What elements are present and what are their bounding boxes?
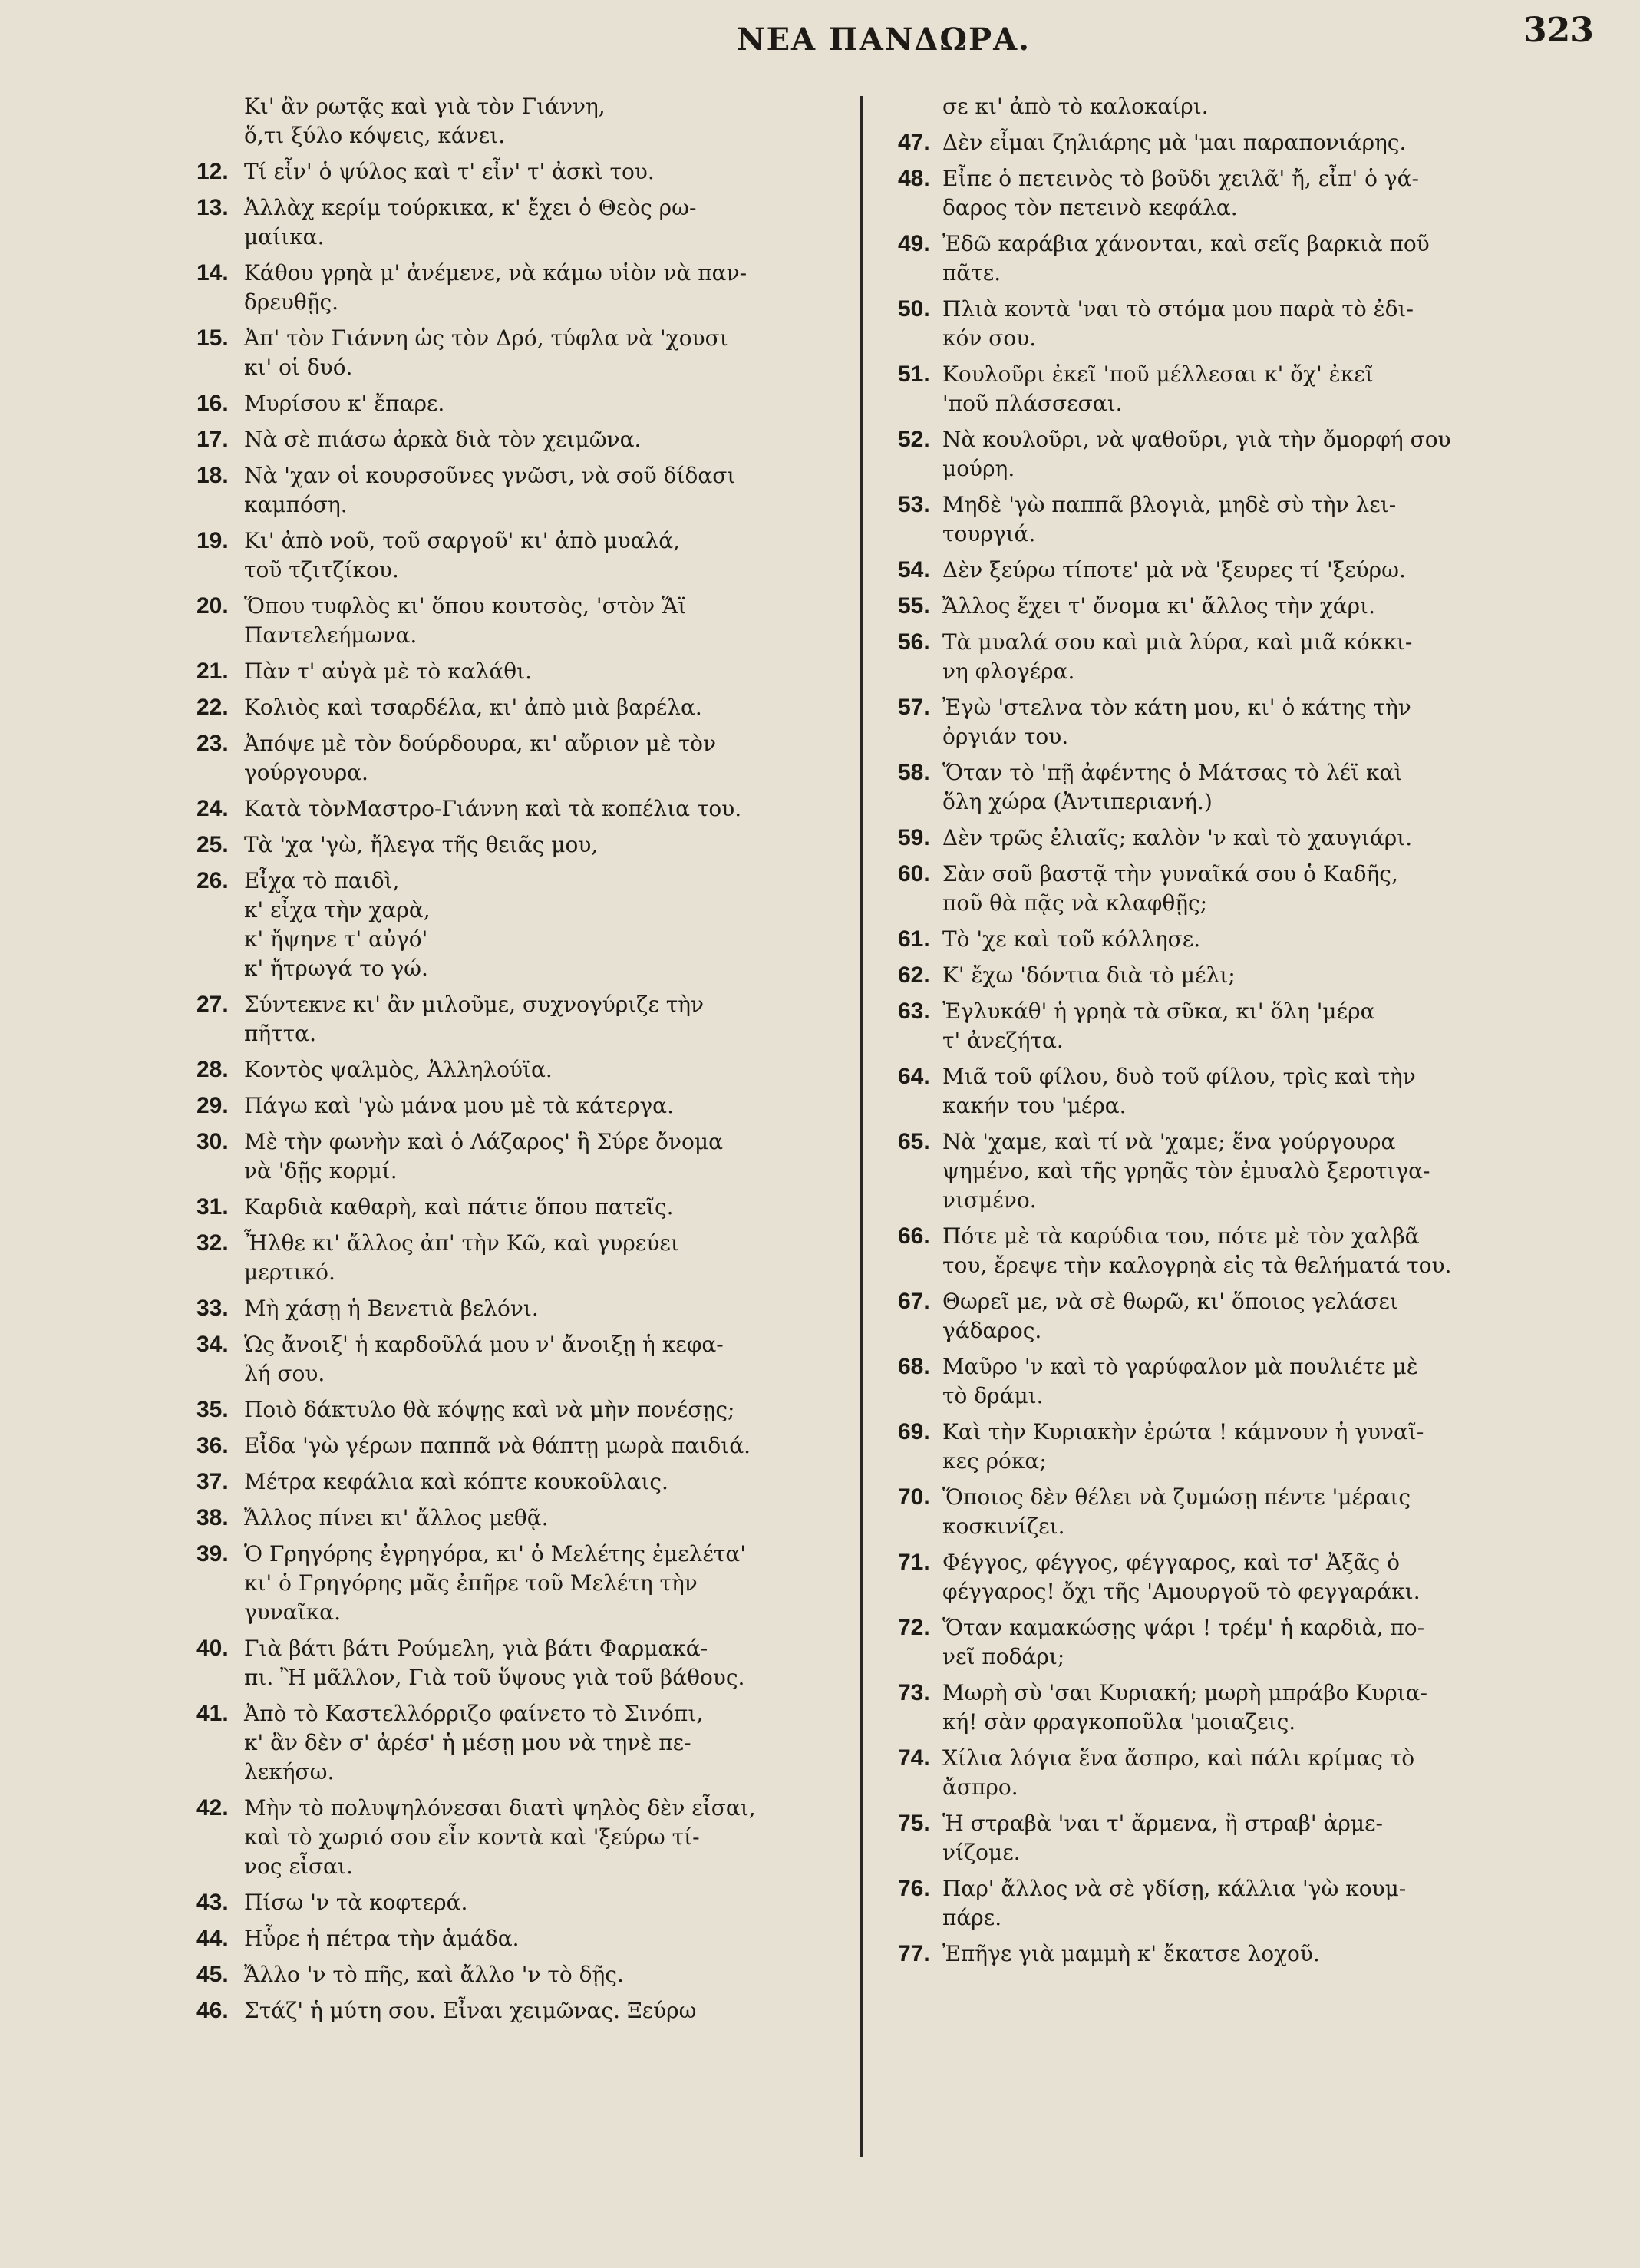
proverb-number: 31. [196, 1194, 229, 1220]
proverb-line: Ἀλλὰχ κερίμ τούρκικα, κ' ἔχει ὁ Θεὸς ρω- [244, 195, 697, 220]
proverb-line: Ἐπῆγε γιὰ μαμμὴ κ' ἔκατσε λοχοῦ. [942, 1941, 1320, 1966]
proverb-entry [896, 229, 1547, 288]
proverb-entry [198, 794, 860, 824]
proverb-line: Ὅταν καμακώσῃς ψάρι ! τρέμ' ἡ καρδιὰ, πο- [942, 1615, 1425, 1640]
proverb-line: Μαῦρο 'ν καὶ τὸ γαρύφαλον μὰ πουλιέτε μὲ [942, 1354, 1418, 1379]
proverb-entry [198, 1960, 860, 1989]
proverb-line: Σὰν σοῦ βαστᾷ τὴν γυναῖκά σου ὁ Καδῆς, [942, 861, 1398, 886]
proverb-number: 22. [196, 695, 229, 720]
proverb-entry [198, 1467, 860, 1497]
proverb-number: 16. [196, 391, 229, 416]
proverb-entry [198, 324, 860, 382]
proverb-entry [896, 490, 1547, 549]
proverb-line: Νὰ 'χαμε, καὶ τί νὰ 'χαμε; ἕνα γούργουρα [942, 1129, 1396, 1154]
proverb-entry [198, 592, 860, 650]
proverb-line: Δὲν ξεύρω τίποτε' μὰ νὰ 'ξευρες τί 'ξεύρω. [942, 557, 1406, 583]
proverb-number: 32. [196, 1230, 229, 1256]
proverb-line: ψημένο, καὶ τῆς γρηᾶς τὸν ἐμυαλὸ ξεροτιγα- [942, 1158, 1430, 1184]
proverb-number: 67. [898, 1289, 930, 1314]
proverb-line: Ὅπου τυφλὸς κι' ὅπου κουτσὸς, 'στὸν Ἅϊ [244, 593, 687, 619]
proverb-line: Κοντὸς ψαλμὸς, Ἀλληλούϊα. [244, 1057, 553, 1082]
proverb-line: μερτικό. [244, 1259, 335, 1285]
proverb-line: Ὅταν τὸ 'πῇ ἀφέντης ὁ Μάτσας τὸ λέϊ καὶ [942, 760, 1403, 785]
proverb-entry [198, 1634, 860, 1692]
proverb-number: 63. [898, 999, 930, 1024]
proverb-line: Γιὰ βάτι βάτι Ρούμελη, γιὰ βάτι Φαρμακά- [244, 1636, 708, 1661]
proverb-line: κ' εἶχα τὴν χαρὰ, [244, 897, 431, 923]
proverb-line: κες ρόκα; [942, 1448, 1047, 1474]
proverb-number: 72. [898, 1615, 930, 1640]
proverb-entry [198, 729, 860, 787]
proverb-number: 44. [196, 1926, 229, 1951]
proverb-entry [198, 1794, 860, 1881]
running-head-title: ΝΕΑ ΠΑΝΔΩΡΑ. [737, 21, 1031, 58]
proverb-line: Ἡ στραβὰ 'ναι τ' ἄρμενα, ἢ στραβ' ἀρμε- [942, 1811, 1384, 1836]
proverb-entry [896, 1940, 1547, 1969]
proverb-number: 38. [196, 1505, 229, 1530]
proverb-line: νισμένο. [942, 1187, 1037, 1213]
proverb-entry [896, 758, 1547, 817]
proverb-line: Μηδὲ 'γὼ παππᾶ βλογιὰ, μηδὲ σὺ τὴν λει- [942, 492, 1397, 517]
proverb-line: μούρη. [942, 456, 1015, 481]
proverb-line: Ἄλλος ἔχει τ' ὄνομα κι' ἄλλος τὴν χάρι. [942, 593, 1376, 619]
proverb-line: Κι' ἂν ρωτᾷς καὶ γιὰ τὸν Γιάννη, [244, 94, 606, 119]
proverb-line: Στάζ' ἡ μύτη σου. Εἶναι χειμῶνας. Ξεύρω [244, 1998, 697, 2023]
proverb-number: 75. [898, 1811, 930, 1836]
proverb-number: 30. [196, 1129, 229, 1154]
proverb-number: 55. [898, 593, 930, 619]
proverb-line: Κ' ἔχω 'δόντια διὰ τὸ μέλι; [942, 962, 1236, 988]
proverb-number: 35. [196, 1397, 229, 1422]
proverb-line: Τὰ μυαλά σου καὶ μιὰ λύρα, καὶ μιᾶ κόκκι- [942, 629, 1413, 655]
proverb-line: Χίλια λόγια ἕνα ἄσπρο, καὶ πάλι κρίμας τὸ [942, 1745, 1415, 1771]
proverb-line: Ἄλλο 'ν τὸ πῆς, καὶ ἄλλο 'ν τὸ δῇς. [244, 1962, 624, 1987]
proverb-number: 42. [196, 1795, 229, 1821]
proverb-line: 'ποῦ πλάσσεσαι. [942, 391, 1123, 416]
proverb-entry [198, 193, 860, 252]
proverb-entry [198, 1540, 860, 1627]
proverb-number: 37. [196, 1469, 229, 1494]
proverb-entry [896, 295, 1547, 353]
proverb-entry [198, 1888, 860, 1917]
proverb-number: 41. [196, 1701, 229, 1726]
proverb-entry [198, 1229, 860, 1287]
proverb-line: ὅ,τι ξύλο κόψεις, κάνει. [244, 123, 506, 148]
proverb-line: κ' ἂν δὲν σ' ἀρέσ' ἡ μέσῃ μου νὰ τηνὲ πε- [244, 1730, 691, 1755]
proverb-entry [896, 1483, 1547, 1541]
proverb-entry [896, 128, 1547, 157]
proverb-number: 45. [196, 1962, 229, 1987]
proverb-line: νὰ 'δῇς κορμί. [244, 1158, 398, 1184]
proverb-entry [896, 860, 1547, 918]
proverb-number: 56. [898, 629, 930, 655]
proverb-entry [198, 693, 860, 722]
proverb-entry [896, 556, 1547, 585]
proverb-entry [198, 259, 860, 317]
proverb-line: Δὲν εἶμαι ζηλιάρης μὰ 'μαι παραπονιάρης. [942, 130, 1407, 155]
proverb-line: νεῖ ποδάρι; [942, 1644, 1065, 1669]
proverb-entry [896, 164, 1547, 223]
proverb-number: 34. [196, 1332, 229, 1357]
proverb-entry [198, 92, 860, 150]
proverb-entry [896, 1418, 1547, 1476]
proverb-line: Ποιὸ δάκτυλο θὰ κόψῃς καὶ νὰ μὴν πονέσῃς; [244, 1397, 735, 1422]
proverb-entry [896, 628, 1547, 686]
proverb-entry [198, 425, 860, 454]
proverb-line: Ἀπὸ τὸ Καστελλόρριζο φαίνετο τὸ Σινόπι, [244, 1701, 704, 1726]
proverb-line: γάδαρος. [942, 1318, 1042, 1343]
proverb-entry [896, 961, 1547, 990]
proverb-line: Τὰ 'χα 'γὼ, ἤλεγα τῆς θειᾶς μου, [244, 832, 599, 857]
proverb-number: 12. [196, 159, 229, 184]
proverb-line: Μιᾶ τοῦ φίλου, δυὸ τοῦ φίλου, τρὶς καὶ τὴν [942, 1064, 1416, 1089]
proverb-number: 24. [196, 796, 229, 821]
proverb-line: Κάθου γρηὰ μ' ἀνέμενε, νὰ κάμω υἱὸν νὰ παν- [244, 260, 747, 286]
proverb-entry [198, 1431, 860, 1461]
proverb-number: 68. [898, 1354, 930, 1379]
proverb-entry [198, 830, 860, 860]
proverb-entry [896, 592, 1547, 621]
proverb-line: τουργιά. [942, 521, 1036, 546]
proverb-line: τ' ἀνεζήτα. [942, 1028, 1064, 1053]
proverb-number: 48. [898, 166, 930, 191]
column-divider [860, 96, 863, 2157]
proverb-line: Σύντεκνε κι' ἂν μιλοῦμε, συχνογύριζε τὴν [244, 992, 705, 1017]
proverb-line: πᾶτε. [942, 260, 1001, 286]
proverb-number: 46. [196, 1998, 229, 2023]
proverb-line: κή! σὰν φραγκοποῦλα 'μοιαζεις. [942, 1709, 1296, 1735]
proverb-line: Κατὰ τὸνΜαστρο-Γιάννη καὶ τὰ κοπέλια του. [244, 796, 742, 821]
proverb-line: του, ἔρεψε τὴν καλογρηὰ εἰς τὰ θελήματά του. [942, 1253, 1452, 1278]
proverb-line: κόν σου. [942, 325, 1037, 351]
proverb-entry [896, 425, 1547, 484]
proverb-line: Δὲν τρῶς ἐλιαῖς; καλὸν 'ν καὶ τὸ χαυγιάρι. [942, 825, 1413, 850]
proverb-entry [896, 1679, 1547, 1737]
proverb-line: Πάγω καὶ 'γὼ μάνα μου μὲ τὰ κάτεργα. [244, 1093, 674, 1118]
proverb-number: 36. [196, 1433, 229, 1458]
proverb-line: κι' ὁ Γρηγόρης μᾶς ἐπῆρε τοῦ Μελέτη τὴν [244, 1570, 698, 1596]
proverb-number: 50. [898, 296, 930, 322]
proverb-number: 26. [196, 868, 229, 893]
proverb-entry [896, 997, 1547, 1055]
proverb-line: τὸ δράμι. [942, 1383, 1044, 1408]
proverb-entry [896, 1613, 1547, 1672]
proverb-number: 19. [196, 528, 229, 553]
proverb-number: 29. [196, 1093, 229, 1118]
proverb-line: Εἶχα τὸ παιδὶ, [244, 868, 400, 893]
proverb-line: Ἐγὼ 'στελνα τὸν κάτη μου, κι' ὁ κάτης τὴν [942, 695, 1411, 720]
proverb-number: 49. [898, 231, 930, 256]
proverb-line: νίζομε. [942, 1840, 1021, 1865]
proverb-number: 15. [196, 325, 229, 351]
proverb-entry [896, 824, 1547, 853]
proverb-number: 70. [898, 1484, 930, 1510]
proverb-number: 14. [196, 260, 229, 286]
proverb-line: λή σου. [244, 1361, 325, 1386]
proverb-line: Νὰ 'χαν οἱ κουρσοῦνες γνῶσι, νὰ σοῦ δίδασι [244, 463, 736, 488]
proverb-entry [198, 1055, 860, 1084]
proverb-line: ὅλη χώρα (Ἀντιπεριανή.) [942, 789, 1213, 814]
proverb-entry [198, 527, 860, 585]
proverb-line: Ἄλλος πίνει κι' ἄλλος μεθᾷ. [244, 1505, 549, 1530]
proverb-number: 53. [898, 492, 930, 517]
proverb-line: νος εἶσαι. [244, 1854, 353, 1879]
proverb-line: φέγγαρος! ὄχι τῆς 'Αμουργοῦ τὸ φεγγαράκι. [942, 1579, 1421, 1604]
proverb-number: 39. [196, 1541, 229, 1566]
proverb-line: Πλιὰ κοντὰ 'ναι τὸ στόμα μου παρὰ τὸ ἐδι- [942, 296, 1414, 322]
left-column [198, 92, 860, 2032]
proverb-entry [198, 1395, 860, 1425]
page-number: 323 [1523, 11, 1594, 50]
proverb-line: δρευθῇς. [244, 289, 339, 315]
proverb-line: Μυρίσου κ' ἔπαρε. [244, 391, 445, 416]
proverb-line: Κουλοῦρι ἐκεῖ 'ποῦ μέλλεσαι κ' ὄχ' ἐκεῖ [942, 361, 1374, 387]
proverb-number: 17. [196, 427, 229, 452]
proverb-entry [198, 461, 860, 520]
proverb-number: 13. [196, 195, 229, 220]
proverb-line: πάρε. [942, 1905, 1002, 1930]
proverb-entry [198, 1924, 860, 1953]
proverb-entry [198, 657, 860, 686]
proverb-number: 18. [196, 463, 229, 488]
proverb-entry [896, 360, 1547, 418]
proverb-entry [198, 990, 860, 1048]
proverb-number: 47. [898, 130, 930, 155]
proverb-entry [896, 1548, 1547, 1606]
proverb-number: 28. [196, 1057, 229, 1082]
proverb-line: Ἐγλυκάθ' ἡ γρηὰ τὰ σῦκα, κι' ὅλη 'μέρα [942, 999, 1375, 1024]
proverb-entry [198, 1193, 860, 1222]
proverb-line: Εἶδα 'γὼ γέρων παππᾶ νὰ θάπτῃ μωρὰ παιδιά. [244, 1433, 751, 1458]
proverb-number: 71. [898, 1550, 930, 1575]
proverb-line: Κι' ἀπὸ νοῦ, τοῦ σαργοῦ' κι' ἀπὸ μυαλά, [244, 528, 681, 553]
proverb-line: Εἶπε ὁ πετεινὸς τὸ βοῦδι χειλᾶ' ἤ, εἶπ' ὁ γά- [942, 166, 1420, 191]
proverb-line: Τὸ 'χε καὶ τοῦ κόλλησε. [942, 926, 1201, 952]
proverb-line: Παντελεήμωνα. [244, 622, 417, 648]
proverb-number: 60. [898, 861, 930, 886]
proverb-number: 52. [898, 427, 930, 452]
proverb-entry [198, 1504, 860, 1533]
proverb-line: Φέγγος, φέγγος, φέγγαρος, καὶ τσ' Ἀξᾶς ὁ [942, 1550, 1400, 1575]
proverb-entry [198, 1699, 860, 1787]
proverb-number: 21. [196, 659, 229, 684]
proverb-line: Ὅποιος δὲν θέλει νὰ ζυμώσῃ πέντε 'μέραις [942, 1484, 1411, 1510]
proverb-line: μαίικα. [244, 224, 325, 249]
proverb-entry [896, 1809, 1547, 1867]
proverb-number: 58. [898, 760, 930, 785]
proverb-entry [198, 1330, 860, 1388]
proverb-number: 20. [196, 593, 229, 619]
proverb-entry [896, 925, 1547, 954]
proverb-entry [198, 1996, 860, 2025]
proverb-number: 69. [898, 1419, 930, 1444]
proverb-line: πῆττα. [244, 1021, 316, 1046]
proverb-line: καμπόση. [244, 492, 348, 517]
proverb-entry [896, 1127, 1547, 1215]
proverb-number: 76. [898, 1876, 930, 1901]
proverb-line: Μὴν τὸ πολυψηλόνεσαι διατὶ ψηλὸς δὲν εἶσαι, [244, 1795, 756, 1821]
proverb-line: λεκήσω. [244, 1759, 335, 1784]
proverb-number: 54. [898, 557, 930, 583]
proverb-line: γυναῖκα. [244, 1599, 341, 1625]
proverb-line: Πὰν τ' αὐγὰ μὲ τὸ καλάθι. [244, 659, 532, 684]
proverb-line: ποῦ θὰ πᾷς νὰ κλαφθῇς; [942, 890, 1208, 916]
proverb-line: γούργουρα. [244, 760, 368, 785]
proverb-number: 73. [898, 1680, 930, 1705]
proverb-entry [896, 693, 1547, 751]
proverb-entry [198, 389, 860, 418]
proverb-line: τοῦ τζιτζίκου. [244, 557, 399, 583]
proverb-number: 65. [898, 1129, 930, 1154]
proverb-line: κ' ἤψηνε τ' αὐγό' [244, 926, 428, 952]
proverb-number: 64. [898, 1064, 930, 1089]
proverb-line: Καὶ τὴν Κυριακὴν ἐρώτα ! κάμνουν ἡ γυναῖ- [942, 1419, 1424, 1444]
proverb-number: 23. [196, 731, 229, 756]
proverb-line: Θωρεῖ με, νὰ σὲ θωρῶ, κι' ὅποιος γελάσει [942, 1289, 1398, 1314]
proverb-line: Μὲ τὴν φωνὴν καὶ ὁ Λάζαρος' ἢ Σύρε ὄνομα [244, 1129, 723, 1154]
proverb-number: 66. [898, 1223, 930, 1249]
proverb-line: Νὰ κουλοῦρι, νὰ ψαθοῦρι, γιὰ τὴν ὄμορφή σου [942, 427, 1451, 452]
proverb-number: 40. [196, 1636, 229, 1661]
proverb-line: κακήν του 'μέρα. [942, 1093, 1127, 1118]
proverb-entry [896, 1222, 1547, 1280]
right-column [896, 92, 1547, 1976]
proverb-line: κ' ἤτρωγά το γώ. [244, 956, 428, 981]
proverb-line: Ἀπ' τὸν Γιάννη ὡς τὸν Δρό, τύφλα νὰ 'χουσι [244, 325, 728, 351]
proverb-line: Μωρὴ σὺ 'σαι Κυριακή; μωρὴ μπράβο Κυρια- [942, 1680, 1427, 1705]
proverb-entry [896, 1062, 1547, 1121]
proverb-number: 74. [898, 1745, 930, 1771]
proverb-line: Πίσω 'ν τὰ κοφτερά. [244, 1890, 468, 1915]
proverb-number: 77. [898, 1941, 930, 1966]
proverb-entry [896, 1287, 1547, 1345]
proverb-line: Ἐδῶ καράβια χάνονται, καὶ σεῖς βαρκιὰ ποῦ [942, 231, 1430, 256]
proverb-number: 33. [196, 1296, 229, 1321]
proverb-entry [198, 157, 860, 187]
proverb-number: 51. [898, 361, 930, 387]
proverb-line: Παρ' ἄλλος νὰ σὲ γδίσῃ, κάλλια 'γὼ κουμ- [942, 1876, 1407, 1901]
proverb-number: 25. [196, 832, 229, 857]
proverb-line: Μὴ χάσῃ ἡ Βενετιὰ βελόνι. [244, 1296, 539, 1321]
proverb-number: 43. [196, 1890, 229, 1915]
proverb-line: Κολιὸς καὶ τσαρδέλα, κι' ἀπὸ μιὰ βαρέλα. [244, 695, 702, 720]
proverb-line: Πότε μὲ τὰ καρύδια του, πότε μὲ τὸν χαλβᾶ [942, 1223, 1420, 1249]
proverb-line: ὀργιάν του. [942, 724, 1069, 749]
proverb-number: 27. [196, 992, 229, 1017]
proverb-line: Μέτρα κεφάλια καὶ κόπτε κουκοῦλαις. [244, 1469, 668, 1494]
proverb-entry [896, 1874, 1547, 1933]
proverb-line: Ηὗρε ἡ πέτρα τὴν ἁμάδα. [244, 1926, 520, 1951]
proverb-line: Τί εἶν' ὁ ψύλος καὶ τ' εἶν' τ' ἀσκὶ του. [244, 159, 655, 184]
proverb-line: Ἦλθε κι' ἄλλος ἀπ' τὴν Κῶ, καὶ γυρεύει [244, 1230, 679, 1256]
proverb-entry [198, 1127, 860, 1186]
proverb-line: κι' οἱ δυό. [244, 355, 353, 380]
proverb-line: πι. Ἢ μᾶλλον, Γιὰ τοῦ ὕψους γιὰ τοῦ βάθους. [244, 1665, 745, 1690]
proverb-entry [896, 1744, 1547, 1802]
proverb-line: νη φλογέρα. [942, 659, 1075, 684]
proverb-number: 61. [898, 926, 930, 952]
proverb-line: κοσκινίζει. [942, 1514, 1065, 1539]
proverb-entry [198, 1091, 860, 1121]
proverb-entry [198, 1294, 860, 1323]
proverb-entry [896, 92, 1547, 121]
proverb-number: 57. [898, 695, 930, 720]
proverb-line: δαρος τὸν πετεινὸ κεφάλα. [942, 195, 1238, 220]
proverb-number: 59. [898, 825, 930, 850]
proverb-line: Καρδιὰ καθαρὴ, καὶ πάτιε ὅπου πατεῖς. [244, 1194, 674, 1220]
proverb-line: Νὰ σὲ πιάσω ἀρκὰ διὰ τὸν χειμῶνα. [244, 427, 642, 452]
proverb-line: Ἀπόψε μὲ τὸν δούρδουρα, κι' αὔριον μὲ τὸν [244, 731, 717, 756]
proverb-entry [198, 867, 860, 983]
proverb-entry [896, 1352, 1547, 1411]
proverb-line: καὶ τὸ χωριό σου εἶν κοντὰ καὶ 'ξεύρω τί- [244, 1824, 700, 1850]
proverb-number: 62. [898, 962, 930, 988]
proverb-line: Ὁ Γρηγόρης ἐγρηγόρα, κι' ὁ Μελέτης ἐμελέτα' [244, 1541, 746, 1566]
proverb-line: σε κι' ἀπὸ τὸ καλοκαίρι. [942, 94, 1209, 119]
proverb-line: Ὡς ἄνοιξ' ἡ καρδοῦλά μου ν' ἄνοιξῃ ἡ κεφα- [244, 1332, 724, 1357]
proverb-line: ἄσπρο. [942, 1774, 1018, 1800]
